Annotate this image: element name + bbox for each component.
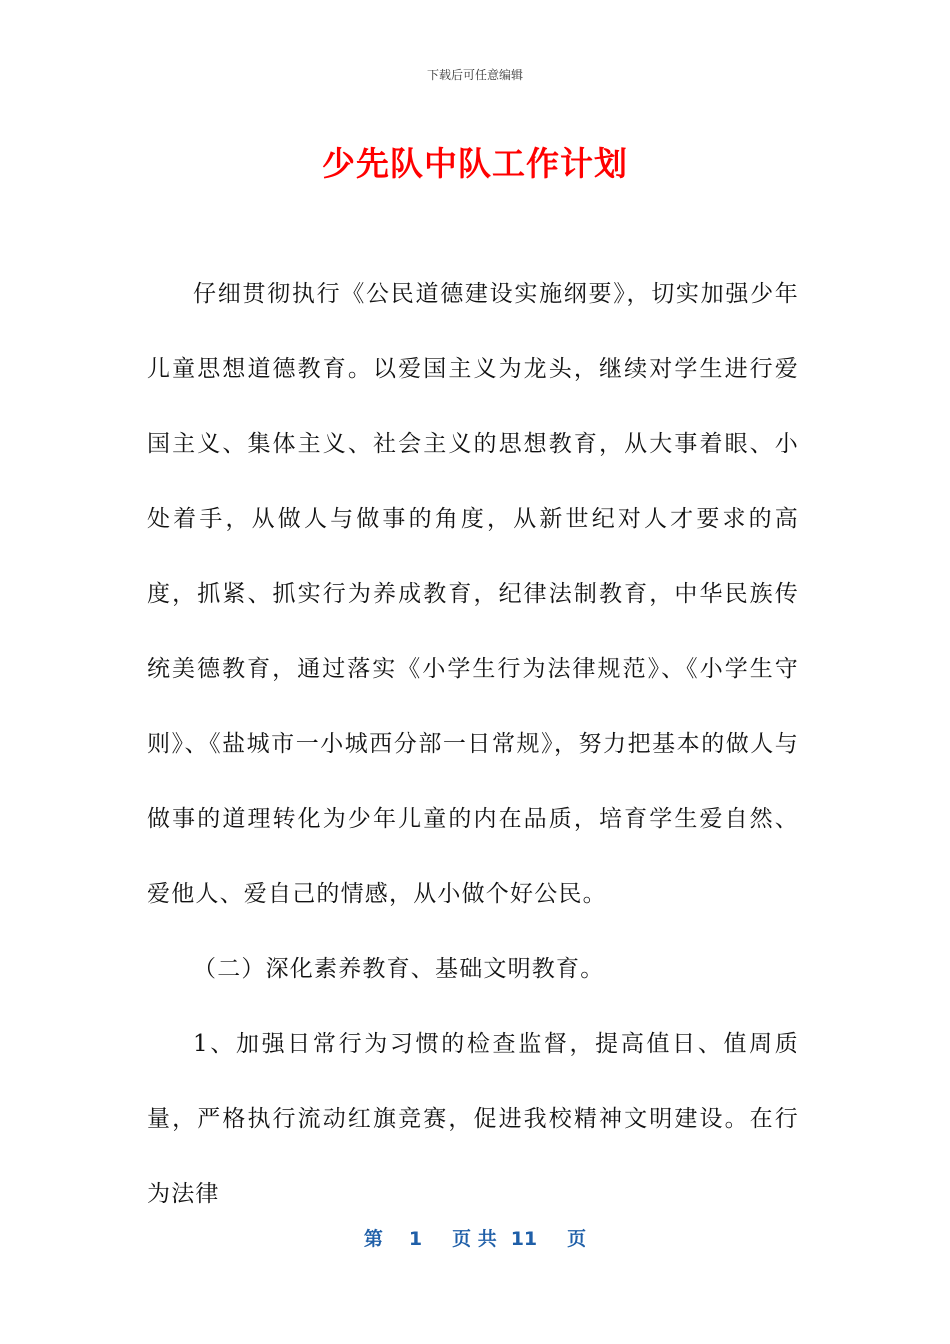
page-current: 1 bbox=[408, 1228, 423, 1250]
page-prefix: 第 bbox=[363, 1228, 383, 1250]
page-footer bbox=[0, 1226, 950, 1252]
page-suffix: 页 bbox=[567, 1228, 587, 1250]
paragraph-2: （二）深化素养教育、基础文明教育。 bbox=[193, 956, 605, 982]
paragraph-3: 1、加强日常行为习惯的检查监督，提高值日、值周质量，严格执行流动红旗竞赛，促进我校精神文明建设。在行为法律 bbox=[147, 1031, 799, 1207]
document-body bbox=[147, 257, 799, 1232]
header-note: 下载后可任意编辑 bbox=[426, 68, 523, 82]
paragraph-1: 仔细贯彻执行《公民道德建设实施纲要》，切实加强少年儿童思想道德教育。以爱国主义为龙头，继续对学生进行爱国主义、集体主义、社会主义的思想教育，从大事着眼、小处着手，从做人与做事的角度，从新世纪对人才要求的高度，抓紧、抓实行为养成教育，纪律法制教育，中华民族传统美德教育，通过落实《小学生行为法律规范》、《小学生守则》、《盐城市一小城西分部一日常规》，努力把基本的做人与做事的道理转化为少年儿童的内在品质，培育学生爱自然、爱他人、爱自己的情感，从小做个好公民。 bbox=[147, 281, 799, 907]
page-total: 11 bbox=[510, 1228, 538, 1250]
document-title: 少先队中队工作计划 bbox=[322, 144, 628, 183]
page-middle: 页 共 bbox=[452, 1228, 497, 1250]
